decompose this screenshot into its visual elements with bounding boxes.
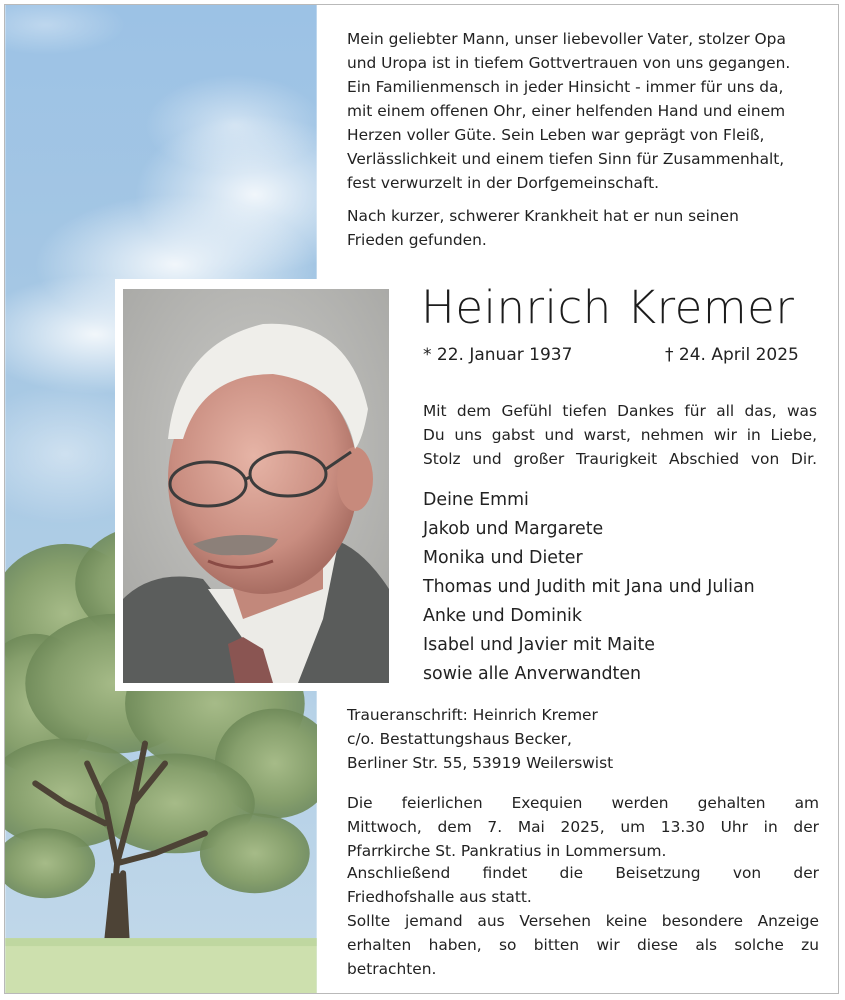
family-member: Monika und Dieter xyxy=(423,548,583,568)
notice-line: erhalten haben, so bitten wir diese als solche zu xyxy=(347,936,819,954)
burial-line: Anschließend findet die Beisetzung von der xyxy=(347,864,819,882)
family-list xyxy=(423,486,755,689)
exequien-line: Mittwoch, dem 7. Mai 2025, um 13.30 Uhr in der xyxy=(347,818,819,836)
notice-paragraph xyxy=(347,909,819,981)
obituary-frame xyxy=(4,4,839,994)
illness-line: Nach kurzer, schwerer Krankheit hat er nun seinen xyxy=(347,207,739,225)
family-member: Isabel und Javier mit Maite xyxy=(423,635,655,655)
address-line: Berliner Str. 55, 53919 Weilerswist xyxy=(347,754,614,772)
address-line: Traueranschrift: Heinrich Kremer xyxy=(347,706,598,724)
mourning-address xyxy=(347,703,817,775)
intro-line: Mein geliebter Mann, unser liebevoller Vater, stolzer Opa xyxy=(347,30,786,48)
intro-line: mit einem offenen Ohr, einer helfenden Hand und einem xyxy=(347,102,786,120)
thanks-line: Stolz und großer Traurigkeit Abschied von Dir. xyxy=(423,450,817,468)
intro-line: Herzen voller Güte. Sein Leben war geprägt von Fleiß, xyxy=(347,126,765,144)
portrait-photo xyxy=(123,289,389,683)
family-member: Anke und Dominik xyxy=(423,606,582,626)
illness-line: Frieden gefunden. xyxy=(347,231,487,249)
intro-paragraph xyxy=(347,27,817,195)
family-member: Deine Emmi xyxy=(423,490,529,510)
portrait-icon xyxy=(123,289,389,683)
birth-date: * 22. Januar 1937 xyxy=(423,345,573,365)
thanks-paragraph xyxy=(423,399,817,471)
exequien-line: Pfarrkirche St. Pankratius in Lommersum. xyxy=(347,842,667,860)
thanks-line: Du uns gabst und warst, nehmen wir in Liebe, xyxy=(423,426,817,444)
exequien-paragraph xyxy=(347,791,819,863)
intro-line: und Uropa ist in tiefem Gottvertrauen von uns gegangen. xyxy=(347,54,791,72)
deceased-name: Heinrich Kremer xyxy=(421,281,795,334)
burial-paragraph xyxy=(347,861,819,909)
notice-line: Sollte jemand aus Versehen keine besondere Anzeige xyxy=(347,912,819,930)
illness-paragraph xyxy=(347,204,817,252)
family-member: sowie alle Anverwandten xyxy=(423,664,642,684)
family-member: Thomas und Judith mit Jana und Julian xyxy=(423,577,755,597)
exequien-line: Die feierlichen Exequien werden gehalten am xyxy=(347,794,819,812)
intro-line: fest verwurzelt in der Dorfgemeinschaft. xyxy=(347,174,660,192)
notice-line: betrachten. xyxy=(347,960,437,978)
family-member: Jakob und Margarete xyxy=(423,519,604,539)
intro-line: Ein Familienmensch in jeder Hinsicht - immer für uns da, xyxy=(347,78,784,96)
address-line: c/o. Bestattungshaus Becker, xyxy=(347,730,572,748)
death-date: † 24. April 2025 xyxy=(665,345,799,365)
burial-line: Friedhofshalle aus statt. xyxy=(347,888,532,906)
thanks-line: Mit dem Gefühl tiefen Dankes für all das, was xyxy=(423,402,817,420)
portrait-frame xyxy=(115,279,397,691)
intro-line: Verlässlichkeit und einem tiefen Sinn für Zusammenhalt, xyxy=(347,150,785,168)
